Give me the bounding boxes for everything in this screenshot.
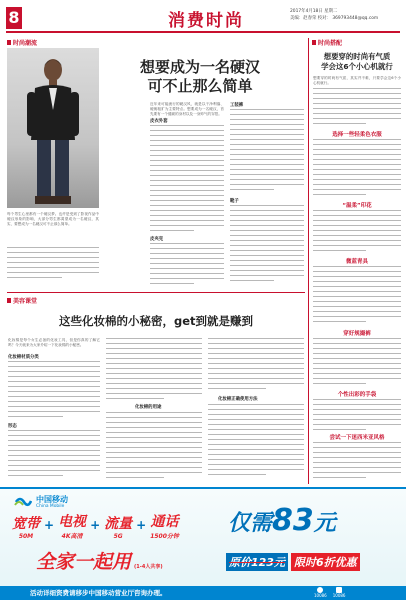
- man-figure-illustration: [7, 48, 99, 208]
- section-label-beauty-text: 美容课堂: [13, 298, 38, 305]
- side-sub-handbag: 个性出彩的手袋: [337, 392, 377, 398]
- headline-tough-guy: [100, 58, 300, 96]
- china-mobile-logo: [14, 495, 68, 509]
- subhead-leather-jacket: 皮衣外套: [150, 119, 168, 124]
- middle-col1b-text: [8, 430, 100, 484]
- column2-text: [230, 109, 304, 197]
- editor-text: 美编：赵春荣 校对：: [290, 16, 331, 21]
- article-intro: 近年来可能流行的硬汉风，就是以干净利落、硬朗粗犷为主要特点。想要成为一名硬汉，首先要有一个健硕的身材以及一身帅气的穿搭。: [150, 102, 224, 117]
- column-separator: [308, 38, 309, 484]
- side-text-6: [313, 399, 401, 431]
- email-text: 369793448@qq.com: [332, 16, 379, 21]
- discount-block: [226, 553, 360, 571]
- side-sub-blue: 微蓝青具: [345, 259, 368, 265]
- side-text-4: [313, 266, 401, 326]
- middle-col2-text: [106, 338, 202, 402]
- side-sub-prints: “温柔”印花: [342, 203, 372, 209]
- section-square-icon: [7, 40, 11, 45]
- item-tv: [58, 511, 86, 540]
- caption-text-lines: [7, 247, 99, 287]
- subhead-uses: 化妆棉的用途: [135, 405, 162, 410]
- discount-label: 限时6折优惠: [291, 553, 360, 571]
- price-prefix: 仅需: [228, 511, 273, 536]
- side-intro: 想要穿的时尚有气质，其实并不难，只要学会这6个小心机就行。: [313, 76, 401, 86]
- item-broadband-name: 宽带: [12, 516, 40, 532]
- subhead-usage: 化妆棉正确使用方法: [218, 397, 258, 402]
- china-mobile-ad: [0, 487, 406, 600]
- section-title: 消费时尚: [168, 11, 244, 31]
- side-sub-light-colors: 选择一些轻柔色衣服: [332, 132, 382, 138]
- headline-line-2: 可不止那么简单: [147, 77, 253, 95]
- item-broadband: [12, 513, 40, 540]
- china-mobile-logo-icon: [14, 495, 32, 509]
- side-headline-2: 学会这6个小心机就行: [321, 62, 393, 71]
- item-calls-spec: 1500分钟: [150, 533, 179, 540]
- headline-stylish: [312, 52, 402, 72]
- family-slogan-block: [36, 547, 163, 574]
- section-square-icon-3: [7, 298, 11, 303]
- plus-sign-2: +: [90, 518, 101, 532]
- family-note: (1-4人共享): [134, 564, 163, 570]
- middle-col1-text: [8, 361, 100, 421]
- photo-caption: 每个男生心里都有一个硬汉梦。也许是受到了影视作品中硬汉形象的影响，大部分男生都渴望成为一名硬汉，其实，要想成为一名硬汉可不止那么简单。: [7, 212, 99, 227]
- man-photo: [7, 48, 99, 208]
- ad-footer-text: 活动详细资费请移步中国移动营业厅咨询办理。: [30, 589, 167, 597]
- item-broadband-spec: 50M: [18, 533, 34, 540]
- masthead: [0, 0, 406, 36]
- subhead-material: 化妆棉材质分类: [8, 355, 39, 360]
- item-data-name: 流量: [104, 516, 133, 532]
- middle-col2b-text: [106, 412, 202, 484]
- subhead-work-pants: 工装裤: [230, 103, 244, 108]
- price-block: [228, 503, 336, 538]
- item-calls-name: 通话: [150, 514, 179, 530]
- side-text-7: [313, 442, 401, 484]
- side-text-1: [313, 88, 401, 128]
- hotline-2: 10086: [332, 593, 346, 598]
- column1b-text: [150, 243, 224, 289]
- page-number: 8: [6, 7, 22, 29]
- headline-line-1: 想要成为一名硬汉: [139, 58, 260, 76]
- price-unit: 元: [313, 511, 336, 536]
- subhead-jacket: 皮夹克: [150, 237, 164, 242]
- brand-en: China Mobile: [36, 504, 65, 509]
- item-calls: [150, 511, 179, 540]
- plus-sign-1: +: [44, 518, 55, 532]
- middle-divider: [7, 292, 305, 293]
- section-label-beauty: [7, 296, 37, 305]
- section-label-fashion: [7, 38, 37, 47]
- side-sub-bohemian: 尝试一下迷西米亚风格: [329, 435, 385, 441]
- date-line: 2017年4月18日 星期二: [290, 9, 338, 14]
- section-square-icon-2: [312, 40, 316, 45]
- item-data-spec: 5G: [113, 533, 123, 540]
- side-headline-1: 想要穿的时尚有气质: [323, 52, 391, 61]
- family-slogan: 全家一起用: [36, 551, 132, 573]
- headline-cotton-pad: 这些化妆棉的小秘密，get到就是赚到: [58, 314, 254, 328]
- package-items: [12, 511, 179, 540]
- hotline-badges: [314, 587, 345, 598]
- side-text-5: [313, 338, 401, 388]
- brand-cn: 中国移动: [36, 495, 68, 504]
- masthead-rule: [6, 31, 400, 33]
- subhead-shape: 形态: [8, 424, 17, 429]
- hotline-badge-1: [314, 587, 327, 598]
- item-data: [104, 513, 132, 540]
- ad-top-border: [0, 487, 406, 489]
- plus-sign-3: +: [136, 518, 147, 532]
- middle-col3b-text: [208, 404, 304, 484]
- item-tv-name: 电视: [58, 514, 87, 530]
- section-label-text: 时尚潮流: [13, 40, 38, 47]
- column2b-text: [230, 205, 304, 289]
- subhead-boots: 靴子: [230, 199, 239, 204]
- section-label-style: [312, 38, 342, 47]
- logo-text-group: [36, 495, 68, 509]
- middle-col3-text: [208, 338, 304, 394]
- hotline-1: 10086: [314, 593, 327, 598]
- original-price: 原价123元: [226, 553, 288, 571]
- price-value: 83: [272, 503, 314, 538]
- item-tv-spec: 4K高清: [61, 533, 83, 540]
- editor-line: [290, 15, 378, 21]
- side-text-2: [313, 139, 401, 199]
- hotline-badge-2: [333, 587, 346, 598]
- middle-intro: 化妆棉是每个女生必备的化妆工具，但是你真的了解它吗？今天就来为大家介绍一下化妆棉的小秘密。: [8, 338, 100, 348]
- section-label-style-text: 时尚搭配: [318, 40, 343, 47]
- side-sub-pants: 穿好规撮裤: [343, 331, 371, 337]
- side-text-3: [313, 210, 401, 254]
- column1-text: [150, 125, 224, 235]
